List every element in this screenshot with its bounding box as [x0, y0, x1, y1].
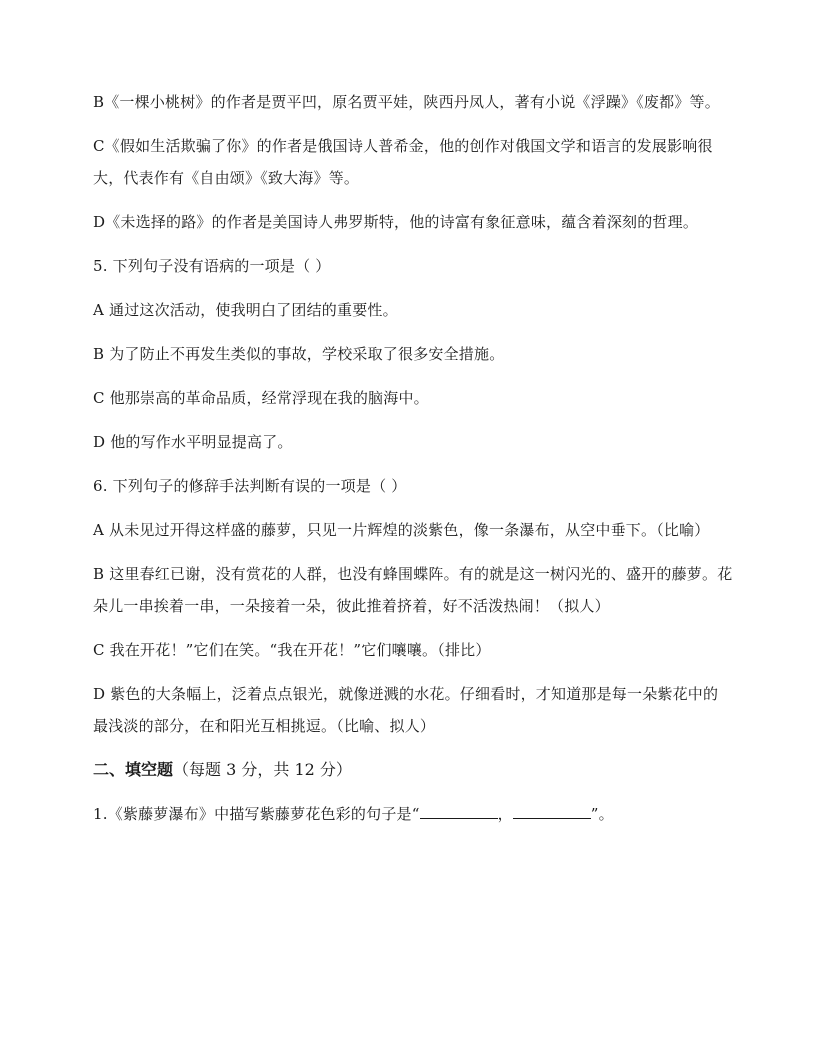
q6-option-d: D 紫色的大条幅上，泛着点点银光，就像迸溅的水花。仔细看时，才知道那是每一朵紫花中的最浅淡的部分，在和阳光互相挑逗。（比喻、拟人） — [93, 685, 719, 735]
section-score-note: （每题 3 分，共 12 分） — [173, 760, 352, 779]
document-page — [93, 86, 733, 842]
q6-option-a: A 从未见过开得这样盛的藤萝，只见一片辉煌的淡紫色，像一条瀑布，从空中垂下。（比喻） — [93, 521, 710, 539]
fill-question-1-text: 1.《紫藤萝瀑布》中描写紫藤萝花色彩的句子是“ — [93, 805, 420, 823]
fill-question-1-end: ”。 — [590, 805, 614, 823]
fill-question-1 — [93, 798, 733, 830]
blank-separator: ， — [497, 805, 513, 823]
q4-option-c: C《假如生活欺骗了你》的作者是俄国诗人普希金，他的创作对俄国文学和语言的发展影响很大，代表作有《自由颂》《致大海》等。 — [93, 137, 713, 187]
answer-blank-1[interactable] — [420, 802, 498, 819]
q4-option-b: B《一棵小桃树》的作者是贾平凹，原名贾平娃，陕西丹凤人，著有小说《浮躁》《废都》等。 — [93, 93, 720, 111]
q6-stem: 6. 下列句子的修辞手法判断有误的一项是（ ） — [93, 477, 407, 495]
answer-blank-2[interactable] — [513, 802, 591, 819]
q6-option-c: C 我在开花！”它们在笑。“我在开花！”它们嚷嚷。（排比） — [93, 641, 491, 659]
section-fill-in-title — [93, 754, 733, 786]
section-title-text: 二、填空题 — [93, 760, 174, 779]
q5-option-c: C 他那崇高的革命品质，经常浮现在我的脑海中。 — [93, 389, 429, 407]
q5-option-b: B 为了防止不再发生类似的事故，学校采取了很多安全措施。 — [93, 345, 505, 363]
q4-option-d: D《未选择的路》的作者是美国诗人弗罗斯特，他的诗富有象征意味，蕴含着深刻的哲理。 — [93, 213, 699, 231]
q6-option-b: B 这里春红已谢，没有赏花的人群，也没有蜂围蝶阵。有的就是这一树闪光的、盛开的藤萝。花朵儿一串挨着一串，一朵接着一朵，彼此推着挤着，好不活泼热闹！（拟人） — [93, 565, 733, 615]
q5-option-a: A 通过这次活动，使我明白了团结的重要性。 — [93, 301, 398, 319]
q5-option-d: D 他的写作水平明显提高了。 — [93, 433, 293, 451]
q5-stem: 5. 下列句子没有语病的一项是（ ） — [93, 257, 331, 275]
